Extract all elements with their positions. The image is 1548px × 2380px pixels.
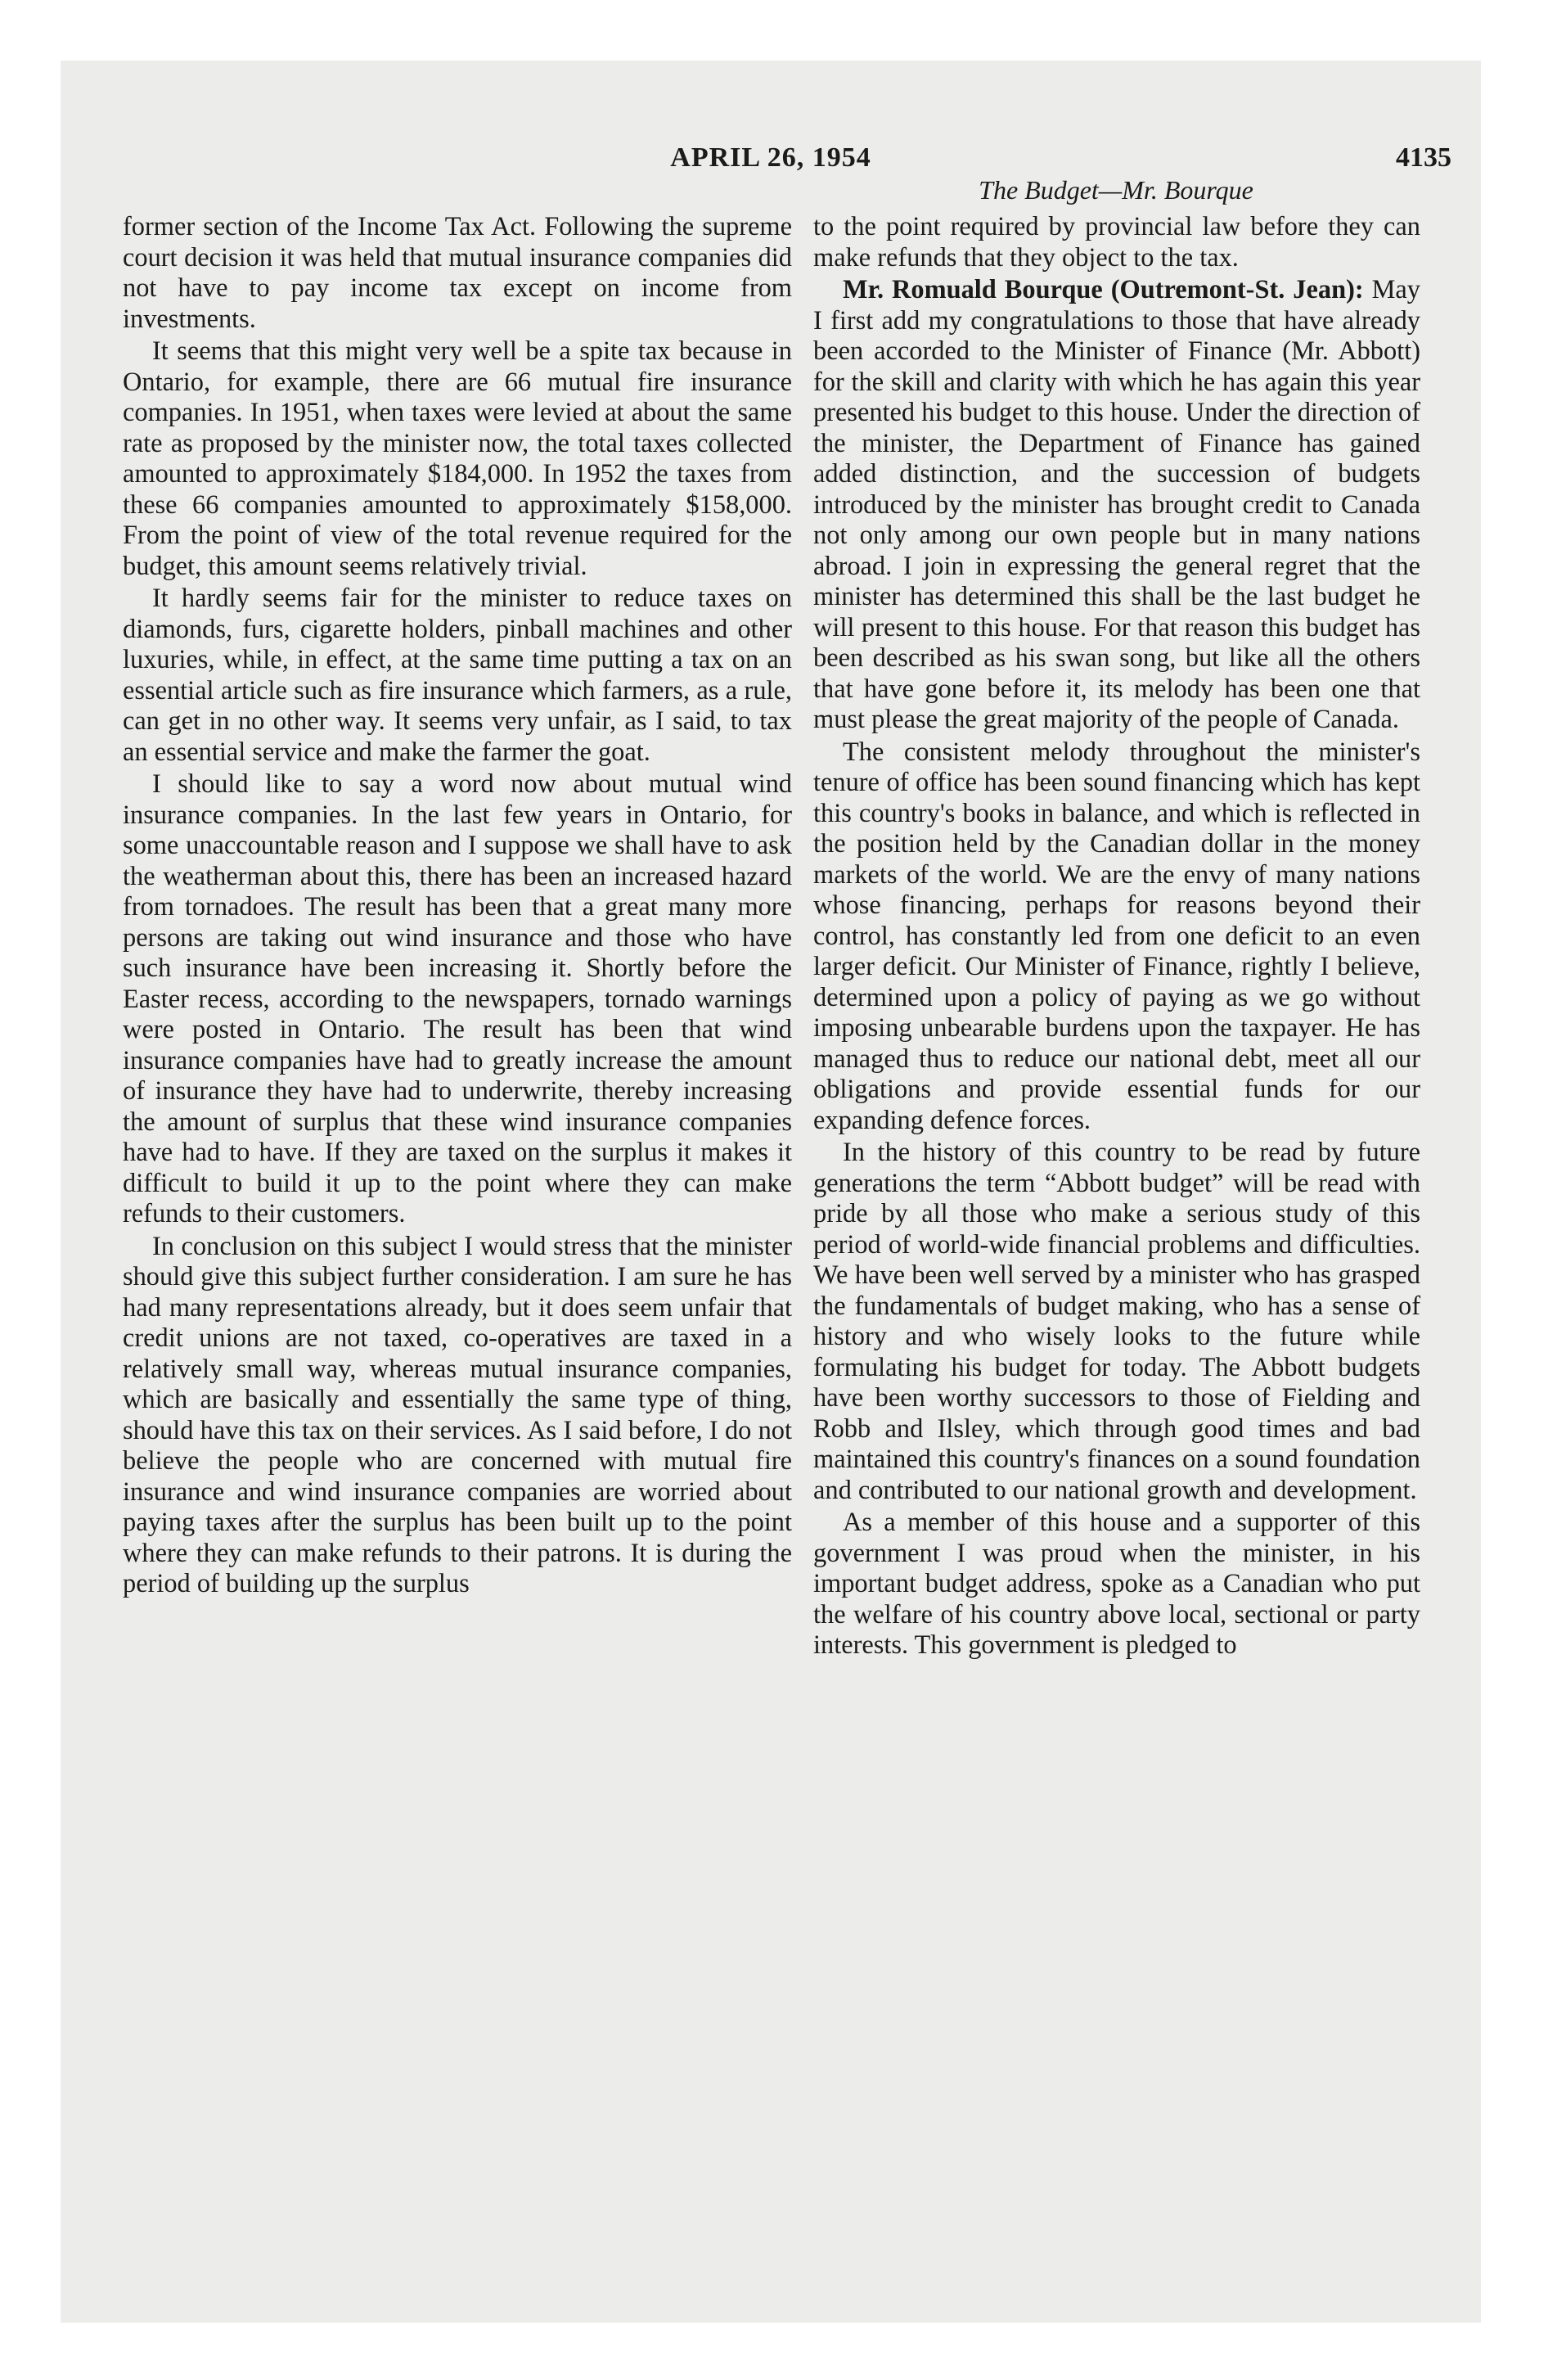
page-date: APRIL 26, 1954 bbox=[670, 142, 871, 173]
paragraph: It seems that this might very well be a spite tax because in Ontario, for example, there are 66 mutual fire insurance companies. In 1951, when taxes were levied at about the same rate as proposed by the minister now, the total taxes collected amounted to approximately $184,000. In 1952 the taxes from these 66 companies amounted to approximately $158,000. From the point of view of the total revenue required for the budget, this amount seems relatively trivial. bbox=[123, 336, 792, 581]
paragraph: In the history of this country to be read by future generations the term “Abbott budget” will be read with pride by all those who make a serious study of this period of world-wide financial problems and difficulties. We have been well served by a minister who has grasped the fundamentals of budget making, who has a sense of history and who wisely looks to the future while formulating his budget for today. The Abbott budgets have been worthy successors to those of Fielding and Robb and Ilsley, which through good times and bad maintained this country's finances on a sound foundation and contributed to our national growth and development. bbox=[813, 1138, 1420, 1505]
page-number: 4135 bbox=[1396, 142, 1451, 173]
speech-paragraph bbox=[813, 275, 1420, 736]
scanned-page-background bbox=[61, 61, 1481, 2323]
paragraph: former section of the Income Tax Act. Following the supreme court decision it was held that mutual insurance companies did not have to pay income tax except on income from investments. bbox=[123, 212, 792, 334]
speech-text: May I first add my congratulations to those that have already been accorded to the Minister of Finance (Mr. Abbott) for the skill and clarity with which he has again this year presented his budget to this house. Under the direction of the minister, the Department of Finance has gained added distinction, and the succession of budgets introduced by the minister has brought credit to Canada not only among our own people but in many nations abroad. I join in expressing the general regret that the minister has determined this shall be the last budget he will present to this house. For that reason this budget has been described as his swan song, but like all the others that have gone before it, its melody has been one that must please the great majority of the people of Canada. bbox=[813, 275, 1420, 734]
running-title: The Budget—Mr. Bourque bbox=[979, 175, 1253, 205]
paragraph: In conclusion on this subject I would stress that the minister should give this subject further consideration. I am sure he has had many representations already, but it does seem unfair that credit unions are not taxed, co-operatives are taxed in a relatively small way, whereas mutual insurance companies, which are basically and essentially the same type of thing, should have this tax on their services. As I said before, I do not believe the people who are concerned with mutual fire insurance and wind insurance companies are worried about paying taxes after the surplus has been built up to the point where they can make refunds to their patrons. It is during the period of building up the surplus bbox=[123, 1231, 792, 1598]
speaker-name: Mr. Romuald Bourque (Outremont-St. Jean): bbox=[843, 275, 1364, 304]
hansard-page bbox=[61, 61, 1481, 2323]
right-column bbox=[813, 212, 1420, 1661]
paragraph: to the point required by provincial law before they can make refunds that they object to the tax. bbox=[813, 212, 1420, 273]
left-column bbox=[123, 212, 792, 1600]
paragraph: It hardly seems fair for the minister to reduce taxes on diamonds, furs, cigarette holders, pinball machines and other luxuries, while, in effect, at the same time putting a tax on an essential article such as fire insurance which farmers, as a rule, can get in no other way. It seems very unfair, as I said, to tax an essential service and make the farmer the goat. bbox=[123, 584, 792, 767]
paragraph: I should like to say a word now about mutual wind insurance companies. In the last few years in Ontario, for some unaccountable reason and I suppose we shall have to ask the weatherman about this, there has been an increased hazard from tornadoes. The result has been that a great many more persons are taking out wind insurance and those who have such insurance have been increasing it. Shortly before the Easter recess, according to the newspapers, tornado warnings were posted in Ontario. The result has been that wind insurance companies have had to greatly increase the amount of insurance they have had to underwrite, thereby increasing the amount of surplus that these wind insurance companies have had to have. If they are taxed on the surplus it makes it difficult to build it up to the point where they can make refunds to their customers. bbox=[123, 769, 792, 1228]
paragraph: The consistent melody throughout the minister's tenure of office has been sound financing which has kept this country's books in balance, and which is reflected in the position held by the Canadian dollar in the money markets of the world. We are the envy of many nations whose financing, perhaps for reasons beyond their control, has constantly led from one deficit to an even larger deficit. Our Minister of Finance, rightly I believe, determined upon a policy of paying as we go without imposing unbearable burdens upon the taxpayer. He has managed thus to reduce our national debt, meet all our obligations and provide essential funds for our expanding defence forces. bbox=[813, 737, 1420, 1135]
paragraph: As a member of this house and a supporter of this government I was proud when the minister, in his important budget address, spoke as a Canadian who put the welfare of his country above local, sectional or party interests. This government is pledged to bbox=[813, 1508, 1420, 1660]
